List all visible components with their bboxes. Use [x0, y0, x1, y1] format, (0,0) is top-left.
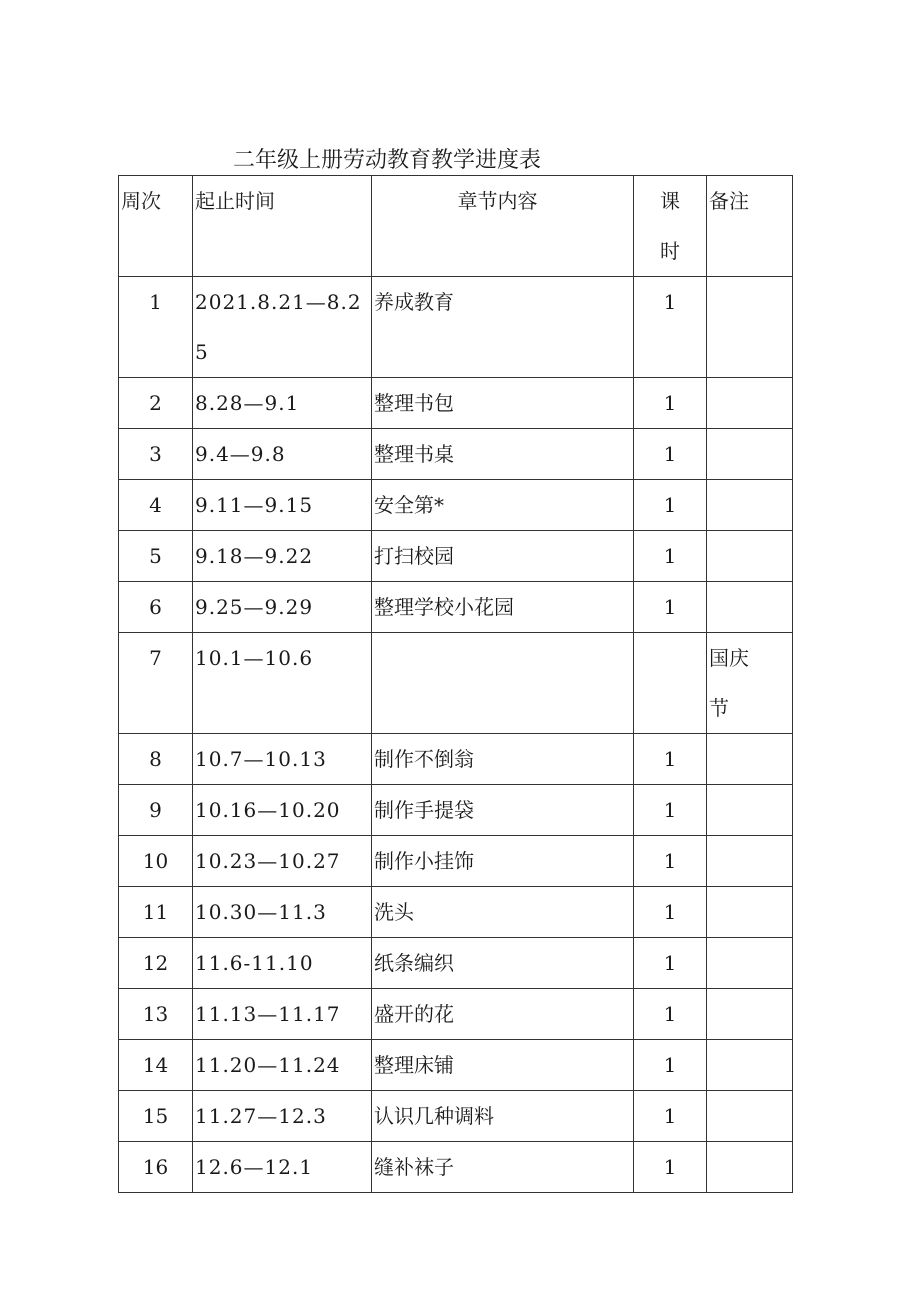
cell-content: 缝补袜子: [372, 1142, 634, 1193]
cell-content: 洗头: [372, 887, 634, 938]
table-row: [119, 785, 793, 836]
cell-dates: 8.28—9.1: [193, 378, 372, 429]
table-row: [119, 887, 793, 938]
cell-dates: 11.20—11.24: [193, 1040, 372, 1091]
header-note: 备注: [707, 176, 793, 277]
cell-hours: 1: [634, 1142, 707, 1193]
table-row: [119, 836, 793, 887]
cell-hours: 1: [634, 887, 707, 938]
cell-note: [707, 582, 793, 633]
cell-week: 3: [119, 429, 193, 480]
header-hours: [634, 176, 707, 277]
cell-content: 打扫校园: [372, 531, 634, 582]
cell-hours: 1: [634, 429, 707, 480]
cell-hours: 1: [634, 1040, 707, 1091]
cell-dates: 11.27—12.3: [193, 1091, 372, 1142]
cell-note: [707, 836, 793, 887]
cell-note: 国庆节: [707, 633, 793, 734]
cell-hours: 1: [634, 277, 707, 378]
table-row: [119, 989, 793, 1040]
cell-content: [372, 633, 634, 734]
table-row: [119, 277, 793, 378]
header-week: 周次: [119, 176, 193, 277]
cell-content: 整理学校小花园: [372, 582, 634, 633]
cell-dates: 10.7—10.13: [193, 734, 372, 785]
cell-hours: 1: [634, 378, 707, 429]
cell-content: 纸条编织: [372, 938, 634, 989]
cell-dates: 9.4—9.8: [193, 429, 372, 480]
cell-hours: 1: [634, 938, 707, 989]
table-row: [119, 1091, 793, 1142]
table-row: [119, 480, 793, 531]
cell-dates: 2021.8.21—8.25: [193, 277, 372, 378]
cell-week: 7: [119, 633, 193, 734]
cell-note: [707, 1040, 793, 1091]
cell-week: 6: [119, 582, 193, 633]
table-row: [119, 378, 793, 429]
cell-content: 盛开的花: [372, 989, 634, 1040]
cell-content: 整理床铺: [372, 1040, 634, 1091]
cell-week: 8: [119, 734, 193, 785]
cell-note: [707, 277, 793, 378]
cell-hours: 1: [634, 836, 707, 887]
table-row: [119, 633, 793, 734]
cell-week: 11: [119, 887, 193, 938]
cell-note: [707, 378, 793, 429]
page-title: 二年级上册劳动教育教学进度表: [233, 148, 542, 173]
cell-content: 整理书包: [372, 378, 634, 429]
header-hours-line2: 时: [660, 239, 680, 263]
cell-hours: [634, 633, 707, 734]
header-dates: 起止时间: [193, 176, 372, 277]
header-content: 章节内容: [372, 176, 634, 277]
cell-week: 13: [119, 989, 193, 1040]
cell-note: [707, 785, 793, 836]
table-row: [119, 938, 793, 989]
cell-content: 制作不倒翁: [372, 734, 634, 785]
cell-note: [707, 989, 793, 1040]
table-body: [119, 277, 793, 1193]
cell-week: 10: [119, 836, 193, 887]
cell-note: [707, 531, 793, 582]
cell-hours: 1: [634, 480, 707, 531]
cell-note: [707, 480, 793, 531]
cell-week: 4: [119, 480, 193, 531]
cell-content: 安全第*: [372, 480, 634, 531]
cell-dates: 9.18—9.22: [193, 531, 372, 582]
cell-content: 制作手提袋: [372, 785, 634, 836]
table-header-row: [119, 176, 793, 277]
cell-week: 16: [119, 1142, 193, 1193]
cell-dates: 10.1—10.6: [193, 633, 372, 734]
cell-note: [707, 429, 793, 480]
cell-week: 15: [119, 1091, 193, 1142]
cell-dates: 12.6—12.1: [193, 1142, 372, 1193]
cell-dates: 11.13—11.17: [193, 989, 372, 1040]
cell-hours: 1: [634, 989, 707, 1040]
cell-week: 5: [119, 531, 193, 582]
cell-content: 认识几种调料: [372, 1091, 634, 1142]
header-hours-line1: 课: [660, 189, 680, 213]
cell-week: 1: [119, 277, 193, 378]
cell-content: 养成教育: [372, 277, 634, 378]
table-row: [119, 531, 793, 582]
table-row: [119, 1040, 793, 1091]
cell-note: [707, 887, 793, 938]
cell-dates: 10.16—10.20: [193, 785, 372, 836]
cell-dates: 9.11—9.15: [193, 480, 372, 531]
table-row: [119, 429, 793, 480]
cell-hours: 1: [634, 785, 707, 836]
table-row: [119, 734, 793, 785]
cell-note: [707, 734, 793, 785]
cell-note: [707, 938, 793, 989]
cell-hours: 1: [634, 734, 707, 785]
cell-hours: 1: [634, 1091, 707, 1142]
cell-hours: 1: [634, 531, 707, 582]
cell-week: 12: [119, 938, 193, 989]
cell-note: [707, 1142, 793, 1193]
cell-week: 9: [119, 785, 193, 836]
cell-dates: 10.23—10.27: [193, 836, 372, 887]
cell-dates: 10.30—11.3: [193, 887, 372, 938]
schedule-table: [118, 175, 793, 1193]
cell-week: 2: [119, 378, 193, 429]
cell-week: 14: [119, 1040, 193, 1091]
cell-hours: 1: [634, 582, 707, 633]
cell-content: 整理书桌: [372, 429, 634, 480]
cell-dates: 11.6-11.10: [193, 938, 372, 989]
table-row: [119, 582, 793, 633]
cell-dates: 9.25—9.29: [193, 582, 372, 633]
cell-note: [707, 1091, 793, 1142]
table-row: [119, 1142, 793, 1193]
cell-content: 制作小挂饰: [372, 836, 634, 887]
